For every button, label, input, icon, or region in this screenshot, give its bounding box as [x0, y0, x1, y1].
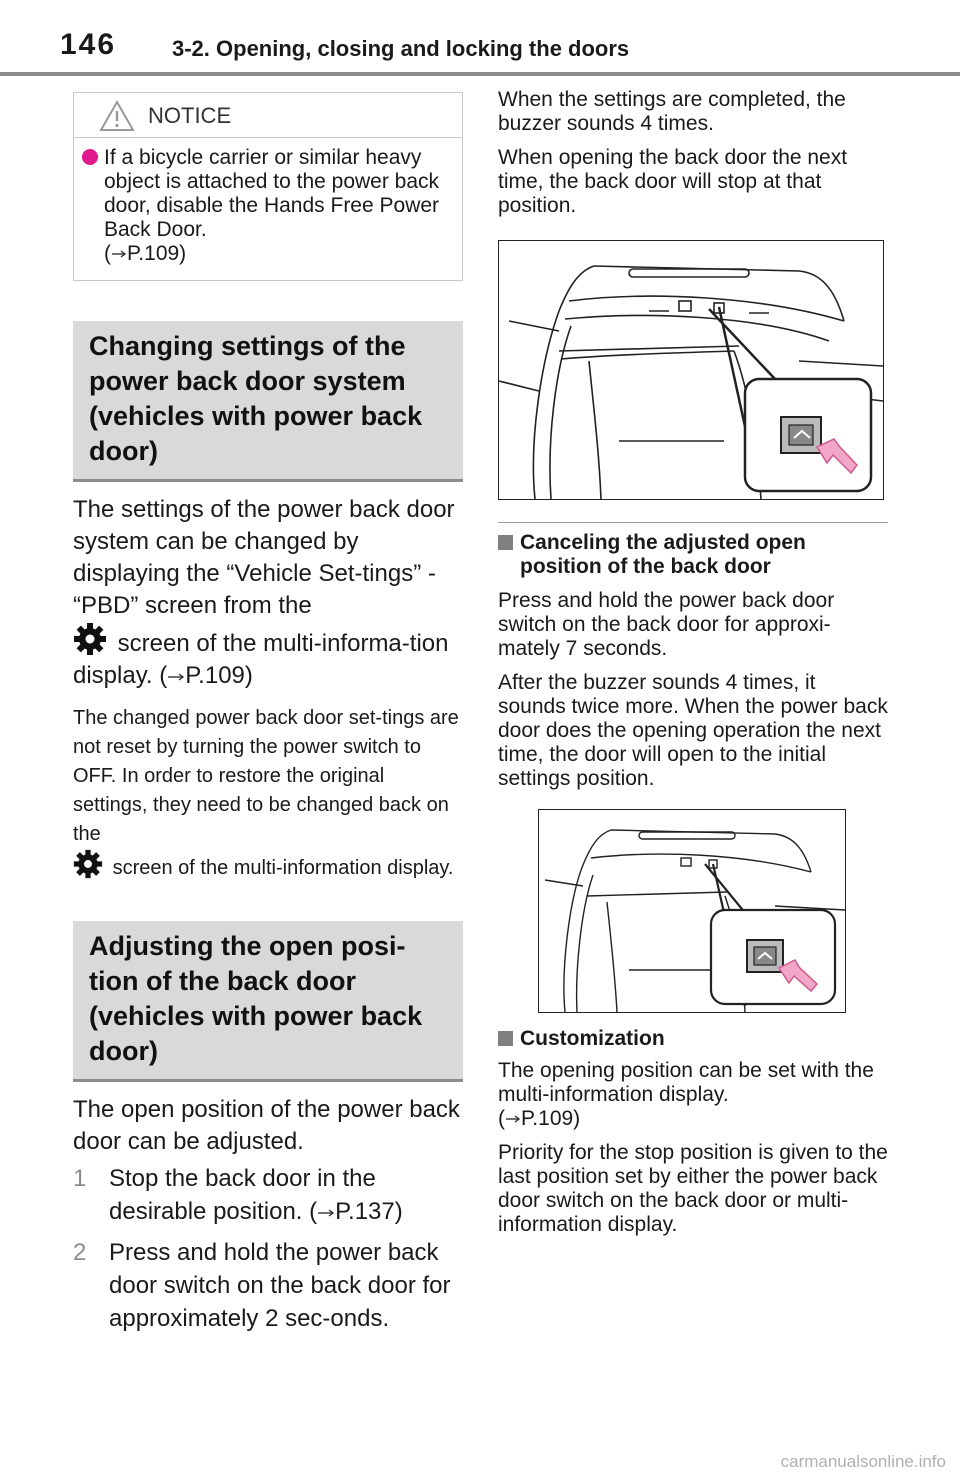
step-ref: P.137) [335, 1198, 403, 1225]
left-column [73, 92, 463, 1343]
notice-label: NOTICE [148, 103, 232, 128]
notice-ref-open: ( [104, 242, 111, 265]
heading-line: door) [89, 1036, 158, 1066]
step-text: Press and hold the power back door switch on the back door for approximately 2 sec-onds. [109, 1239, 451, 1332]
gear-icon [73, 622, 107, 656]
arrow-right-icon [168, 673, 184, 681]
step-item [73, 1162, 463, 1228]
header-rule [0, 72, 960, 76]
back-door-illustration [539, 810, 845, 1012]
back-door-illustration [499, 241, 883, 499]
back-door-switch-illustration [498, 240, 884, 500]
cancel-heading [498, 531, 888, 579]
cancel-heading-text: Canceling the adjusted open position of the back door [520, 531, 806, 578]
settings-text-before: The settings of the power back door system can be changed by displaying the “Vehicle Set-tings” - “PBD” screen from the [73, 496, 455, 619]
step-item [73, 1236, 463, 1335]
settings-text-after: screen of the multi-informa-tion display. ( [73, 630, 449, 689]
customization-ref-open: ( [498, 1107, 505, 1130]
cancel-paragraph-1: Press and hold the power back door switch on the back door for approxi-mately 7 seconds. [498, 589, 835, 660]
customization-ref: P.109) [521, 1107, 581, 1130]
step-text: Stop the back door in the desirable position. ( [109, 1165, 376, 1225]
heading-line: tion of the back door [89, 966, 356, 996]
notice-ref: P.109) [127, 242, 187, 265]
step-number: 2 [73, 1239, 87, 1266]
cancel-switch-illustration [538, 809, 846, 1013]
section-divider [498, 522, 888, 523]
next-time-paragraph: When opening the back door the next time, the back door will stop at that position. [498, 146, 848, 217]
bullet-icon [82, 149, 98, 165]
notice-body [74, 138, 462, 280]
heading-line: door) [89, 436, 158, 466]
customization-paragraph-2: Priority for the stop position is given to the last position set by either the power back door switch on the back door or multi-information display. [498, 1141, 888, 1236]
settings-ref: P.109) [185, 662, 253, 689]
page-header [0, 0, 960, 76]
heading-line: (vehicles with power back [89, 1001, 423, 1031]
square-bullet-icon [498, 535, 513, 550]
square-bullet-icon [498, 1031, 513, 1046]
arrow-right-icon [112, 250, 126, 258]
customization-paragraph-1 [498, 1059, 888, 1131]
heading-changing-settings [73, 321, 463, 482]
notice-text: If a bicycle carrier or similar heavy object is attached to the power back door, disable the Hands Free Power Back Door. [104, 146, 440, 241]
page-number: 146 [60, 28, 117, 61]
heading-line: Adjusting the open posi- [89, 931, 406, 961]
watermark: carmanualsonline.info [780, 1452, 946, 1471]
warning-icon [98, 99, 136, 133]
heading-line: power back door system [89, 366, 406, 396]
arrow-right-icon [506, 1115, 520, 1123]
step-number: 1 [73, 1165, 87, 1192]
notice-header [74, 93, 462, 138]
heading-adjusting-position [73, 921, 463, 1082]
note-text-before: The changed power back door set-tings are not reset by turning the power switch to OFF. In order to restore the original settings, they need to be changed back on the [73, 707, 459, 845]
heading-line: (vehicles with power back [89, 401, 423, 431]
customization-heading-text: Customization [520, 1027, 665, 1050]
gear-icon [73, 849, 103, 879]
arrow-right-icon [318, 1209, 334, 1217]
customization-heading [498, 1027, 888, 1051]
cancel-paragraph-2: After the buzzer sounds 4 times, it sounds twice more. When the power back door does the opening operation the next time, the door will open to the initial settings position. [498, 671, 888, 790]
steps-list [73, 1162, 463, 1335]
adjust-intro: The open position of the power back door can be adjusted. [73, 1096, 460, 1155]
notice-box [73, 92, 463, 281]
customization-text: The opening position can be set with the multi-information display. [498, 1059, 874, 1106]
heading-line: Changing settings of the [89, 331, 406, 361]
settings-paragraph [73, 494, 463, 692]
note-text-after: screen of the multi-information display. [112, 857, 454, 879]
right-column [498, 88, 888, 1237]
section-title: 3-2. Opening, closing and locking the doors [172, 36, 630, 61]
completed-paragraph: When the settings are completed, the buzzer sounds 4 times. [498, 88, 846, 135]
settings-note [73, 704, 463, 883]
